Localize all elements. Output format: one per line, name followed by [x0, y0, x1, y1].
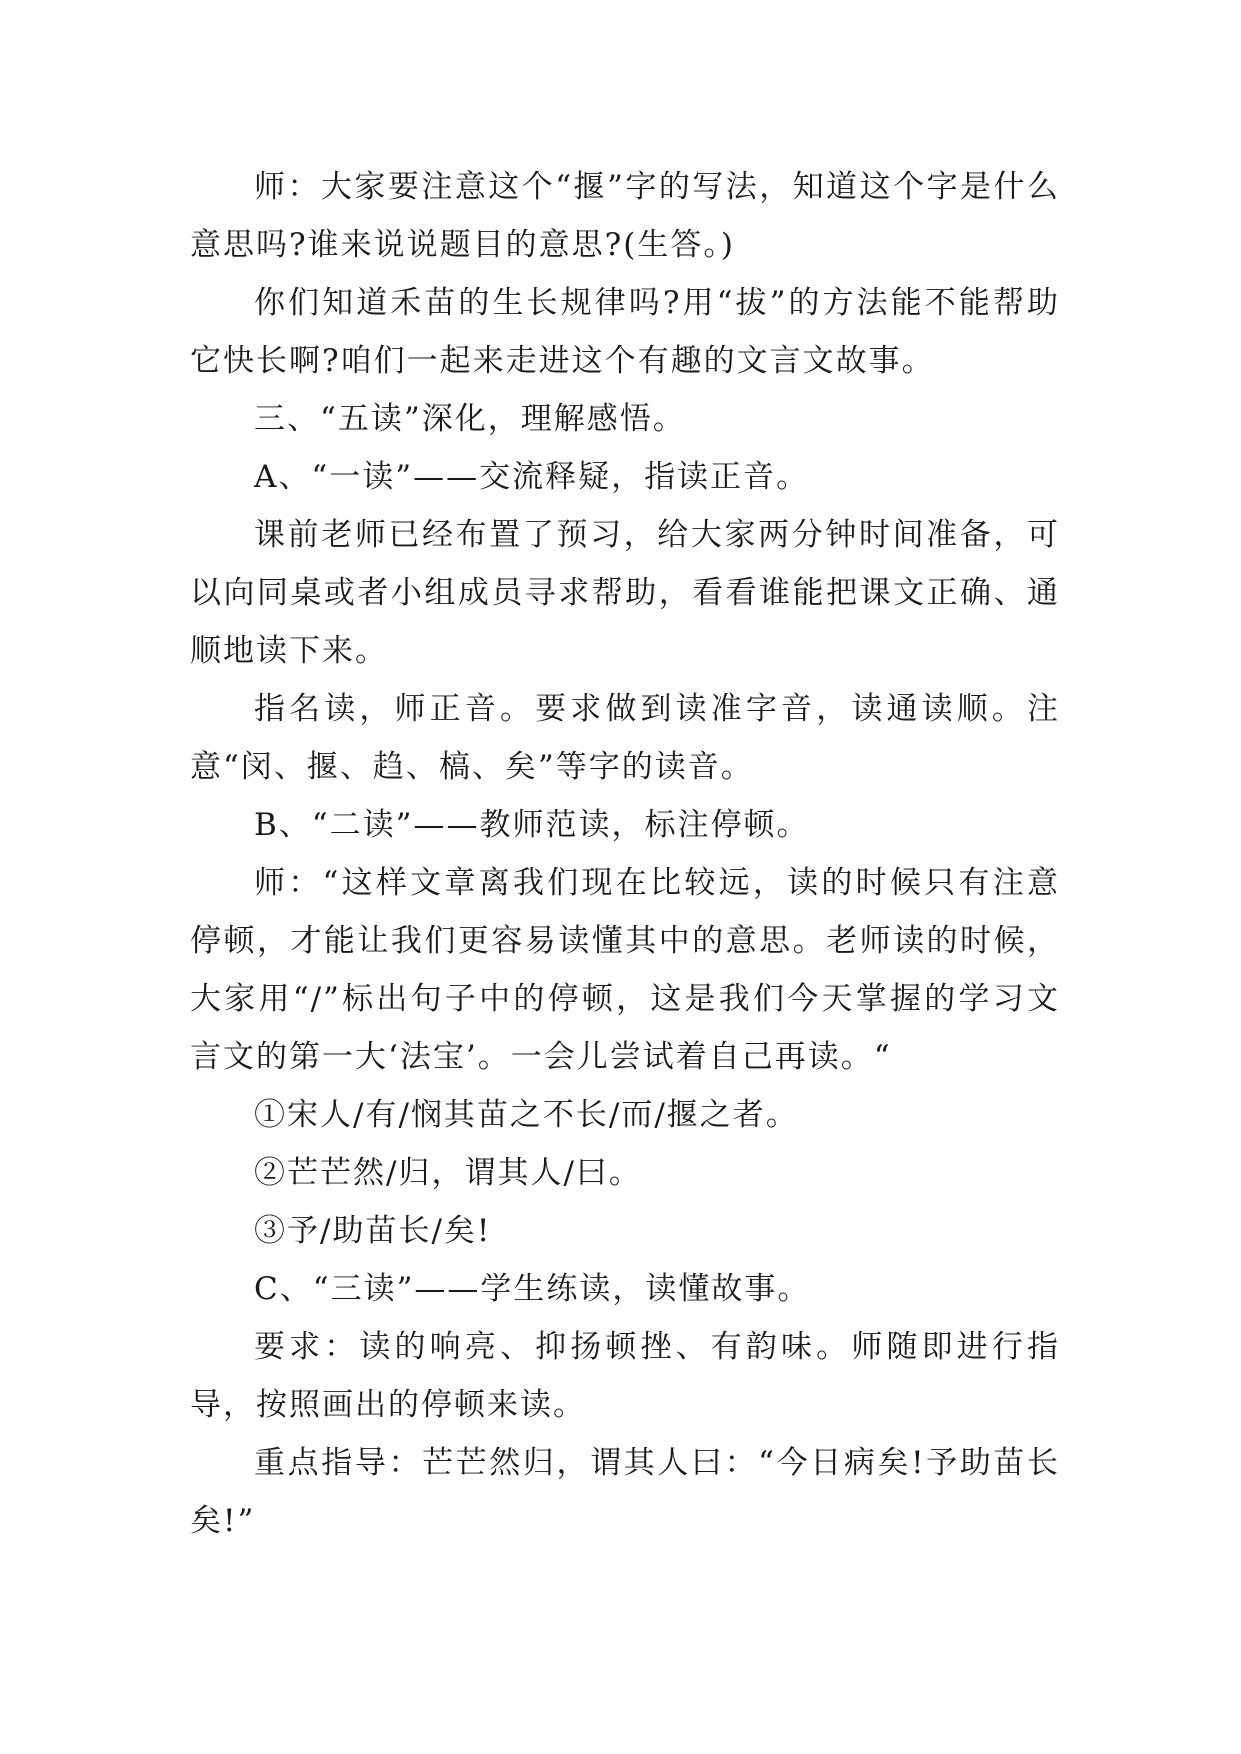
- document-body: [190, 158, 1060, 1550]
- paragraph: 师：“这样文章离我们现在比较远，读的时候只有注意停顿，才能让我们更容易读懂其中的意思。老师读的时候，大家用“/”标出句子中的停顿，这是我们今天掌握的学习文言文的第一大‘法宝’。一会儿尝试着自己再读。“: [190, 865, 1060, 1075]
- section-heading: 三、“五读”深化，理解感悟。: [254, 401, 686, 437]
- paragraph: 重点指导：芒芒然归，谓其人曰：“今日病矣!予助苗长矣!”: [190, 1445, 1060, 1539]
- subsection-heading: B、“二读”——教师范读，标注停顿。: [254, 807, 810, 843]
- subsection-heading: A、“一读”——交流释疑，指读正音。: [254, 459, 810, 495]
- paragraph: 师：大家要注意这个“揠”字的写法，知道这个字是什么意思吗?谁来说说题目的意思?(生答。): [190, 169, 1060, 263]
- paragraph: 你们知道禾苗的生长规律吗?用“拔”的方法能不能帮助它快长啊?咱们一起来走进这个有趣的文言文故事。: [190, 285, 1060, 379]
- list-item: ①宋人/有/悯其苗之不长/而/揠之者。: [254, 1097, 799, 1133]
- subsection-heading: C、“三读”——学生练读，读懂故事。: [254, 1271, 811, 1307]
- list-item: ③予/助苗长/矣!: [254, 1213, 492, 1249]
- paragraph: 要求：读的响亮、抑扬顿挫、有韵味。师随即进行指导，按照画出的停顿来读。: [190, 1329, 1060, 1423]
- paragraph: 指名读，师正音。要求做到读准字音，读通读顺。注意“闵、揠、趋、槁、矣”等字的读音。: [190, 691, 1060, 785]
- list-item: ②芒芒然/归，谓其人/曰。: [254, 1155, 642, 1191]
- paragraph: 课前老师已经布置了预习，给大家两分钟时间准备，可以向同桌或者小组成员寻求帮助，看看谁能把课文正确、通顺地读下来。: [190, 517, 1060, 669]
